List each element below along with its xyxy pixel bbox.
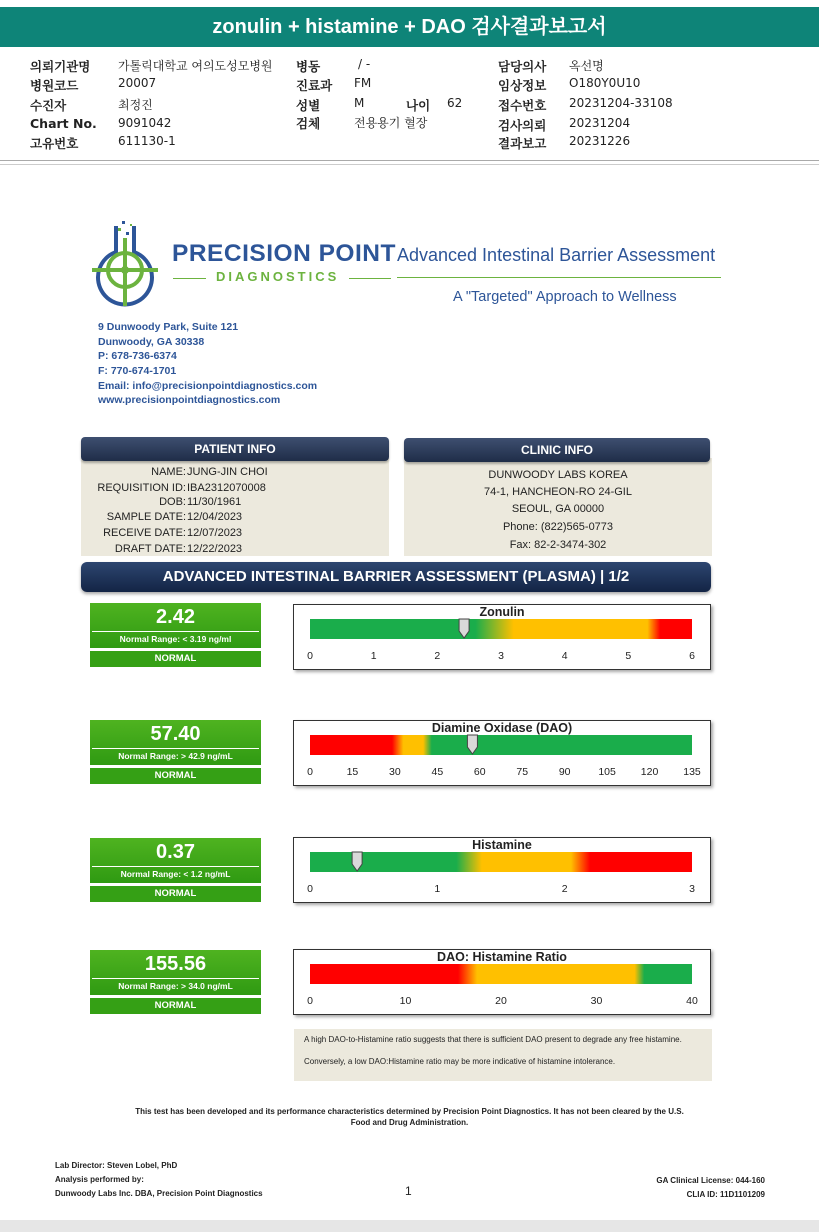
zonulin-gauge-title: Zonulin [479, 605, 525, 619]
zonulin-gauge-svg [294, 605, 710, 669]
doctor-value: 옥선명 [569, 59, 604, 73]
gauge-tick-label: 6 [689, 650, 695, 662]
ward-value: / - [358, 57, 371, 71]
gauge-tick-label: 40 [686, 995, 698, 1007]
request-date-label: 검사의뢰 [498, 118, 547, 133]
lab-name-sub: DIAGNOSTICS [206, 269, 349, 284]
dao-value: 57.40 [150, 723, 201, 745]
gauge-color-bar [310, 619, 692, 639]
ratio-gauge-title: DAO: Histamine Ratio [437, 950, 567, 964]
clinic-phone: Phone: (822)565-0773 [502, 521, 614, 533]
gauge-tick-label: 30 [590, 995, 603, 1007]
gauge-tick-label: 10 [399, 995, 412, 1007]
website-link[interactable]: www.precisionpointdiagnostics.com [98, 394, 281, 406]
clinic-fax: Fax: 82-2-3474-302 [509, 539, 607, 551]
gauge-tick-label: 3 [498, 650, 504, 662]
zonulin-result-box [90, 603, 261, 648]
gauge-tick-label: 45 [431, 766, 444, 778]
hospital-code-value: 20007 [118, 76, 157, 90]
ratio-status-badge: NORMAL [90, 998, 261, 1014]
histamine-result-box [90, 838, 261, 883]
ratio-note [294, 1029, 712, 1081]
draft-date-label: DRAFT DATE: [114, 543, 186, 555]
ratio-gauge [293, 949, 711, 1015]
disclaimer-line-1: This test has been developed and its performance characteristics determined by Precision Point Diagnostics. It has not been cleared by the U.S. [135, 1107, 684, 1116]
lab-tagline: Advanced Intestinal Barrier Assessment [397, 245, 716, 265]
analysis-lab: Dunwoody Labs Inc. DBA, Precision Point Diagnostics [55, 1189, 263, 1198]
histamine-normal-range: Normal Range: < 1.2 ng/mL [92, 866, 259, 881]
patient-name-value: JUNG-JIN CHOI [187, 466, 268, 478]
specimen-value: 전용용기 혈장 [354, 116, 428, 130]
header-divider [0, 160, 819, 161]
hospital-code-label: 병원코드 [30, 78, 79, 93]
ward-label: 병동 [296, 59, 321, 74]
dao-gauge-title: Diamine Oxidase (DAO) [431, 721, 573, 735]
gauge-tick-label: 135 [683, 766, 701, 778]
age-value: 62 [447, 96, 463, 110]
clinic-info-header: CLINIC INFO [404, 438, 710, 462]
sex-label: 성별 [296, 98, 321, 113]
histamine-gauge [293, 837, 711, 903]
receipt-no-value: 20231204-33108 [569, 96, 673, 110]
clinic-address-2: SEOUL, GA 00000 [511, 503, 605, 515]
ga-license: GA Clinical License: 044-160 [656, 1176, 765, 1185]
hospital-label: 의뢰기관명 [30, 59, 91, 74]
gauge-tick-label: 0 [307, 883, 313, 895]
ratio-result-box [90, 950, 261, 995]
gauge-tick-label: 0 [307, 650, 313, 662]
gauge-tick-label: 90 [558, 766, 571, 778]
unique-id-value: 611130-1 [118, 134, 176, 148]
gauge-tick-label: 5 [625, 650, 632, 662]
analysis-label: Analysis performed by: [55, 1175, 144, 1184]
lab-director: Lab Director: Steven Lobel, PhD [55, 1161, 178, 1170]
gauge-tick-label: 0 [307, 995, 313, 1007]
zonulin-status-badge: NORMAL [90, 651, 261, 667]
gauge-tick-label: 3 [689, 883, 695, 895]
gauge-tick-label: 60 [473, 766, 486, 778]
patient-value: 최정진 [118, 98, 153, 112]
gauge-tick-label: 30 [389, 766, 401, 778]
gauge-tick-label: 20 [495, 995, 507, 1007]
chart-no-label: Chart No. [30, 116, 97, 131]
unique-id-label: 고유번호 [30, 136, 79, 151]
page-bottom-strip [0, 1220, 819, 1232]
gauge-color-bar [310, 852, 692, 872]
ratio-note-line-1: A high DAO-to-Histamine ratio suggests that there is sufficient DAO present to degrade any free histamine. [304, 1035, 682, 1044]
clinical-info-label: 임상정보 [498, 78, 547, 93]
zonulin-normal-range: Normal Range: < 3.19 ng/ml [92, 631, 259, 646]
receipt-no-label: 접수번호 [498, 98, 547, 113]
page-number: 1 [405, 1184, 412, 1198]
patient-info-panel [81, 458, 389, 556]
tagline-rule [397, 277, 721, 278]
gauge-tick-label: 15 [346, 766, 359, 778]
header-divider-2 [0, 164, 819, 165]
report-title: zonulin + histamine + DAO 검사결과보고서 [0, 7, 819, 47]
ratio-note-line-2: Conversely, a low DAO:Histamine ratio may be more indicative of histamine intolerance. [304, 1057, 616, 1066]
gauge-tick-label: 2 [434, 650, 441, 662]
receive-date-label: RECEIVE DATE: [103, 527, 186, 539]
department-label: 진료과 [296, 78, 333, 93]
dao-status-badge: NORMAL [90, 768, 261, 784]
dob-label: DOB: [159, 496, 186, 508]
report-date-value: 20231226 [569, 134, 631, 148]
clinic-name: DUNWOODY LABS KOREA [488, 469, 628, 481]
department-value: FM [354, 76, 372, 90]
ratio-value: 155.56 [144, 953, 207, 975]
requisition-id-label: REQUISITION ID: [97, 482, 186, 494]
dob-value: 11/30/1961 [187, 496, 242, 508]
patient-name-label: NAME: [151, 466, 186, 478]
dao-result-box [90, 720, 261, 765]
gauge-tick-label: 2 [561, 883, 568, 895]
hospital-value: 가톨릭대학교 여의도성모병원 [118, 59, 273, 73]
lab-name: PRECISION POINT [172, 240, 396, 267]
ratio-normal-range: Normal Range: > 34.0 ng/mL [92, 978, 259, 993]
section-title: ADVANCED INTESTINAL BARRIER ASSESSMENT (PLASMA) | 1/2 [81, 562, 711, 592]
clinic-info-panel [404, 458, 712, 556]
chart-no-value: 9091042 [118, 116, 172, 130]
sex-value: M [354, 96, 365, 110]
fax-line: F: 770-674-1701 [98, 365, 177, 377]
histamine-gauge-title: Histamine [472, 838, 532, 852]
gauge-tick-label: 75 [516, 766, 529, 778]
receive-date-value: 12/07/2023 [187, 527, 243, 539]
dao-normal-range: Normal Range: > 42.9 ng/mL [92, 748, 259, 763]
precision-point-logo-icon [88, 216, 162, 310]
sample-date-label: SAMPLE DATE: [106, 511, 186, 523]
histamine-value: 0.37 [156, 841, 195, 863]
sample-date-value: 12/04/2023 [187, 511, 243, 523]
disclaimer-line-2: Food and Drug Administration. [350, 1118, 469, 1127]
clia-id: CLIA ID: 11D1101209 [686, 1190, 765, 1199]
age-label: 나이 [406, 98, 431, 113]
gauge-color-bar [310, 964, 692, 984]
gauge-tick-label: 1 [434, 883, 441, 895]
gauge-tick-label: 120 [640, 766, 659, 778]
clinical-info-value: O180Y0U10 [569, 76, 641, 90]
clinic-address-1: 74-1, HANCHEON-RO 24-GIL [484, 486, 632, 498]
address-line: 9 Dunwoody Park, Suite 121 [98, 321, 239, 333]
draft-date-value: 12/22/2023 [187, 543, 243, 555]
phone-line: P: 678-736-6374 [98, 350, 177, 362]
gauge-tick-label: 4 [561, 650, 568, 662]
gauge-color-bar [310, 735, 692, 755]
patient-info-header: PATIENT INFO [81, 437, 389, 461]
dao-gauge-svg [294, 721, 710, 785]
patient-label: 수진자 [30, 98, 67, 113]
gauge-tick-label: 1 [370, 650, 377, 662]
gauge-tick-label: 105 [598, 766, 616, 778]
requisition-id-value: IBA2312070008 [187, 482, 266, 494]
address-line: Dunwoody, GA 30338 [98, 336, 205, 348]
report-date-label: 결과보고 [498, 136, 547, 151]
lab-subtagline: A "Targeted" Approach to Wellness [453, 289, 677, 305]
request-date-value: 20231204 [569, 116, 631, 130]
specimen-label: 검체 [296, 116, 321, 131]
ratio-gauge-svg [294, 950, 710, 1014]
histamine-status-badge: NORMAL [90, 886, 261, 902]
dao-gauge [293, 720, 711, 786]
zonulin-value: 2.42 [156, 606, 195, 628]
gauge-tick-label: 0 [307, 766, 313, 778]
histamine-gauge-svg [294, 838, 710, 902]
zonulin-gauge [293, 604, 711, 670]
email-link[interactable]: Email: info@precisionpointdiagnostics.com [98, 380, 318, 392]
doctor-label: 담당의사 [498, 59, 547, 74]
